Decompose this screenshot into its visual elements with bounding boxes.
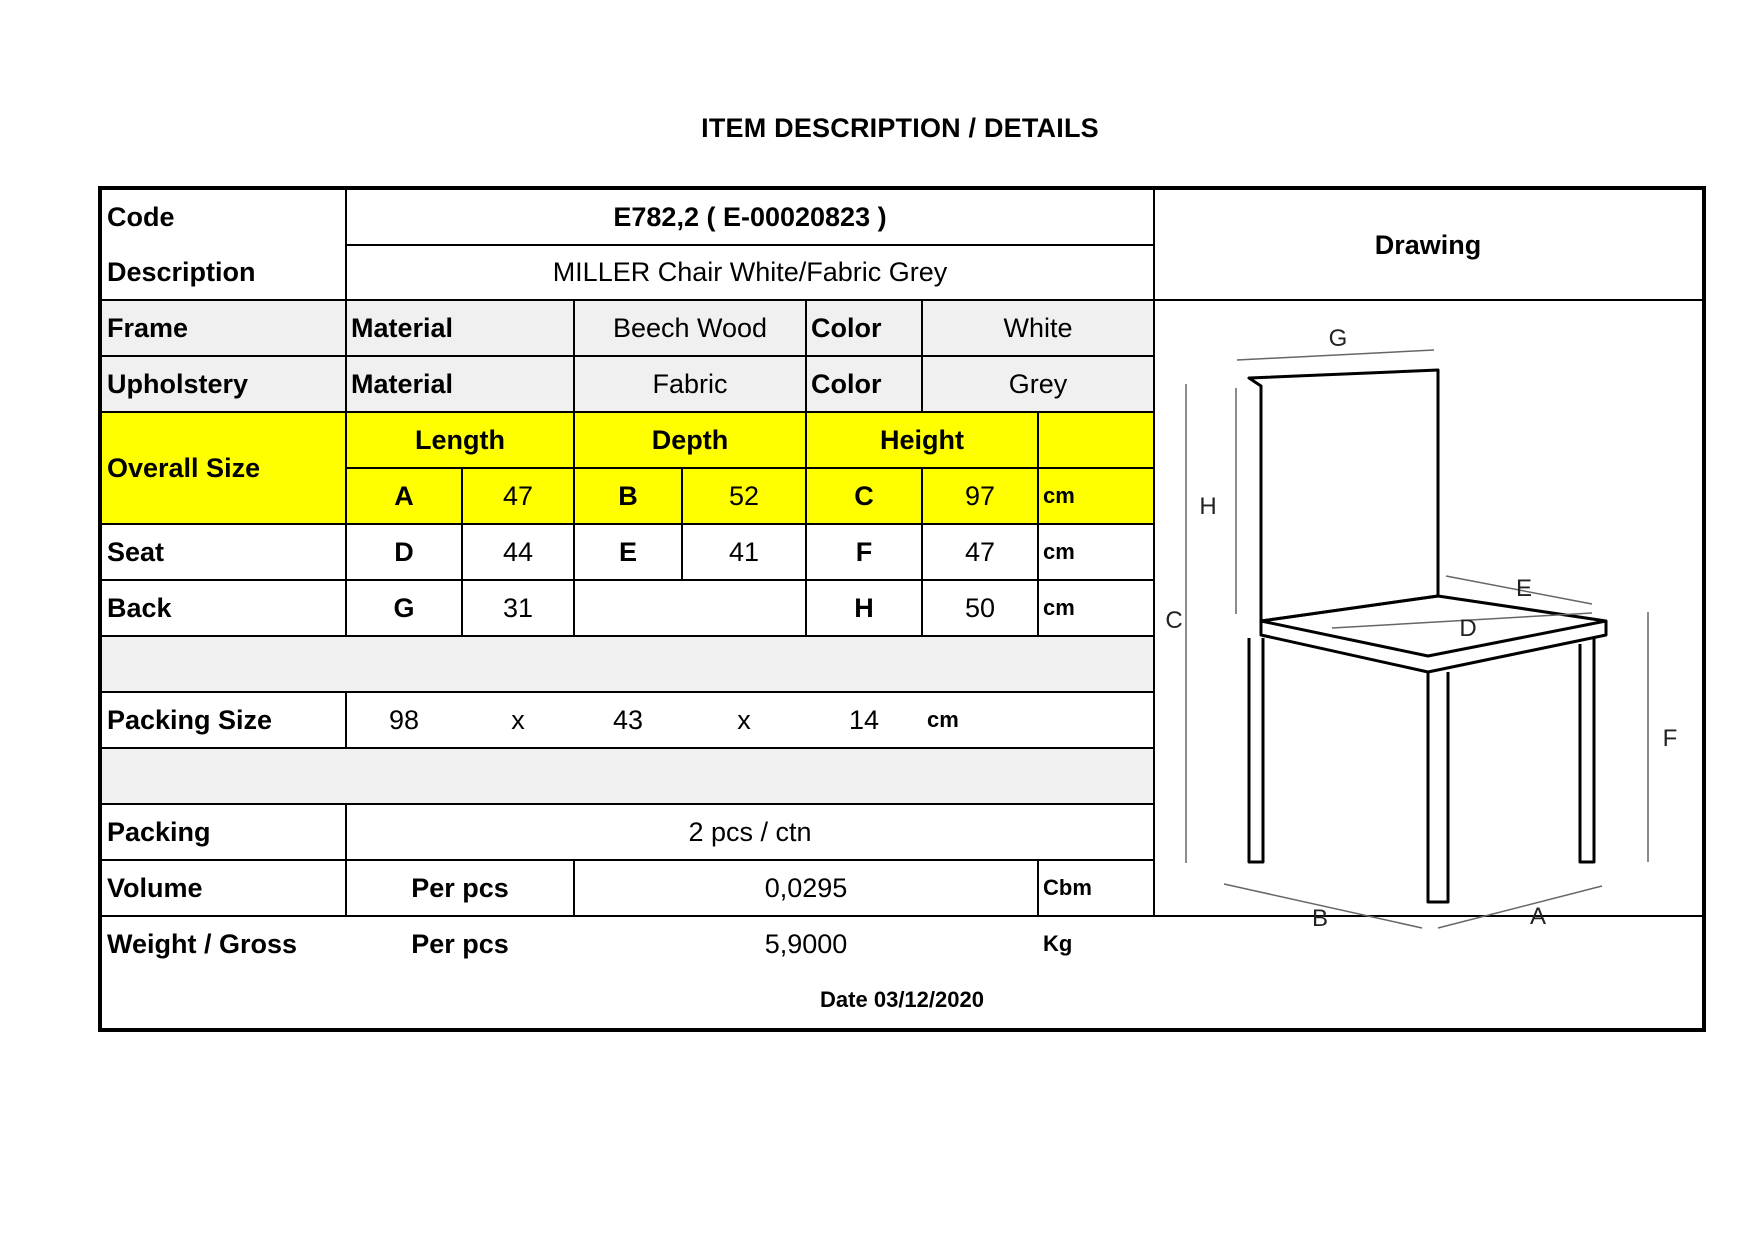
dim-f-value: 47 <box>964 536 996 567</box>
weight-per-label: Per pcs <box>411 928 509 959</box>
frame-material-value: Beech Wood <box>612 312 768 343</box>
dim-b-label: B <box>618 480 638 511</box>
depth-header: Depth <box>651 424 729 455</box>
back-label: Back <box>107 592 172 623</box>
document-title: ITEM DESCRIPTION / DETAILS <box>701 113 1099 143</box>
packing-size-label: Packing Size <box>107 704 273 735</box>
seat-unit: cm <box>1043 539 1075 564</box>
code-value: E782,2 ( E-00020823 ) <box>613 202 887 232</box>
length-header: Length <box>415 424 505 455</box>
packing-width: 43 <box>612 704 644 735</box>
packing-label: Packing <box>107 816 211 847</box>
spacer-row-shade <box>102 748 1154 804</box>
height-header: Height <box>880 424 964 455</box>
dim-g-value: 31 <box>502 592 534 623</box>
dim-g-label: G <box>393 592 415 623</box>
upholstery-material-value: Fabric <box>652 368 728 399</box>
dim-a-value: 47 <box>502 480 534 511</box>
drawing-label-b: B <box>1311 905 1329 932</box>
leg-front-left <box>1428 672 1448 902</box>
upholstery-material-label: Material <box>351 368 454 399</box>
description-value: MILLER Chair White/Fabric Grey <box>552 257 948 287</box>
dim-e-value: 41 <box>728 536 760 567</box>
back-unit: cm <box>1043 595 1075 620</box>
drawing-label-d: D <box>1459 615 1477 642</box>
packing-size-unit: cm <box>927 707 959 732</box>
volume-unit: Cbm <box>1043 875 1092 900</box>
description-label: Description <box>107 257 256 287</box>
frame-color-value: White <box>1003 312 1073 343</box>
dim-d-label: D <box>394 536 414 567</box>
weight-unit: Kg <box>1043 931 1073 956</box>
packing-x-separator: x <box>737 704 751 735</box>
dim-b-value: 52 <box>728 480 760 511</box>
volume-value: 0,0295 <box>764 872 848 903</box>
code-label: Code <box>107 202 175 232</box>
upholstery-color-value: Grey <box>1008 368 1068 399</box>
drawing-label-f: F <box>1662 725 1678 752</box>
weight-label: Weight / Gross <box>107 928 298 959</box>
drawing-label-a: A <box>1529 903 1547 930</box>
volume-label: Volume <box>107 872 203 903</box>
dim-c-label: C <box>854 480 874 511</box>
leg-back-left <box>1249 638 1263 862</box>
weight-value: 5,9000 <box>764 928 848 959</box>
upholstery-label: Upholstery <box>107 368 249 399</box>
frame-color-label: Color <box>811 312 882 343</box>
drawing-label-c: C <box>1165 607 1183 634</box>
seat-frame <box>1261 621 1606 672</box>
dim-a-label: A <box>394 480 414 511</box>
packing-value: 2 pcs / ctn <box>688 816 812 847</box>
chair-drawing <box>1152 298 1706 974</box>
drawing-label-h: H <box>1199 493 1217 520</box>
date: Date 03/12/2020 <box>820 987 984 1012</box>
backrest <box>1249 370 1438 621</box>
dim-h-label: H <box>854 592 874 623</box>
volume-per-label: Per pcs <box>411 872 509 903</box>
upholstery-color-label: Color <box>811 368 882 399</box>
dim-c-value: 97 <box>964 480 996 511</box>
dim-h-value: 50 <box>964 592 996 623</box>
drawing-label-g: G <box>1328 325 1348 352</box>
overall-unit: cm <box>1043 483 1075 508</box>
overall-size-label: Overall Size <box>107 452 261 483</box>
seat-label: Seat <box>107 536 165 567</box>
drawing-label-e: E <box>1515 575 1533 602</box>
drawing-header: Drawing <box>1374 229 1482 260</box>
packing-height: 14 <box>848 704 880 735</box>
spacer-row-shade <box>102 636 1154 692</box>
dim-e-label: E <box>618 536 637 567</box>
dim-d-value: 44 <box>502 536 534 567</box>
leg-front-right <box>1580 638 1594 862</box>
frame-material-label: Material <box>351 312 454 343</box>
frame-label: Frame <box>107 312 189 343</box>
packing-length: 98 <box>388 704 420 735</box>
dim-f-label: F <box>855 536 873 567</box>
packing-x-separator: x <box>511 704 525 735</box>
